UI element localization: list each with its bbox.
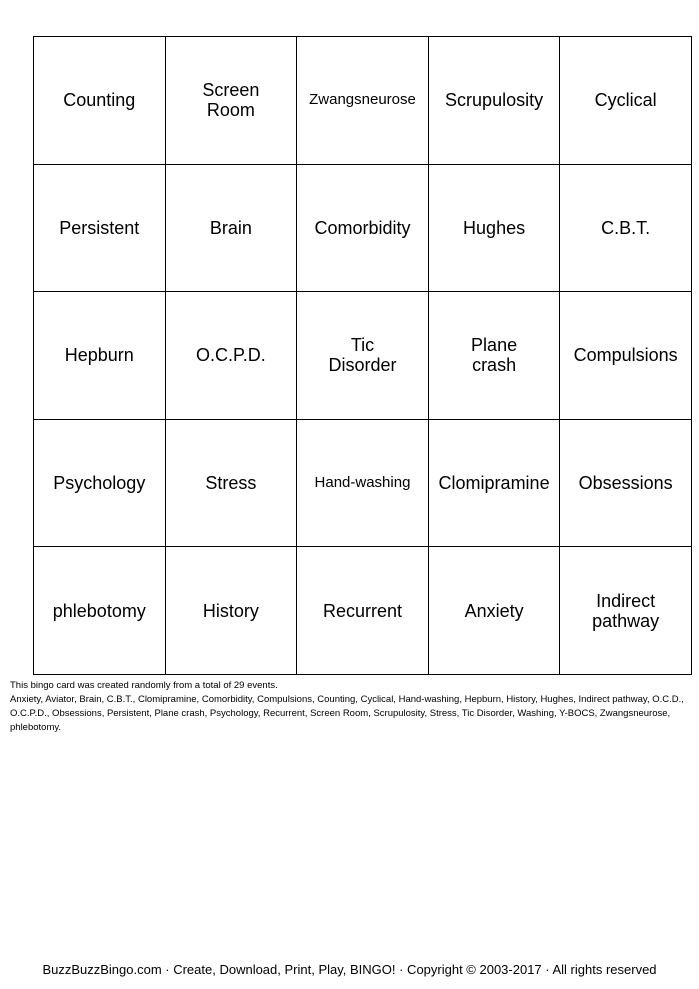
- bingo-cell: Cyclical: [560, 37, 692, 165]
- bingo-cell: O.C.P.D.: [165, 292, 297, 420]
- bingo-cell: Psychology: [34, 419, 166, 547]
- bingo-cell: Hughes: [428, 164, 560, 292]
- bingo-cell: History: [165, 547, 297, 675]
- bingo-cell: Anxiety: [428, 547, 560, 675]
- bingo-cell: C.B.T.: [560, 164, 692, 292]
- card-info-intro: This bingo card was created randomly from a total of 29 events.: [10, 680, 278, 691]
- bingo-row: [34, 164, 692, 292]
- bingo-cell: Hand-washing: [297, 419, 429, 547]
- bingo-row: [34, 37, 692, 165]
- bingo-card-grid: [33, 36, 692, 675]
- bingo-cell: Persistent: [34, 164, 166, 292]
- card-info: [10, 679, 692, 735]
- bingo-cell: Hepburn: [34, 292, 166, 420]
- bingo-cell: Recurrent: [297, 547, 429, 675]
- bingo-cell: Tic Disorder: [297, 292, 429, 420]
- bingo-cell: phlebotomy: [34, 547, 166, 675]
- bingo-row: [34, 547, 692, 675]
- bingo-cell: Stress: [165, 419, 297, 547]
- bingo-cell: Counting: [34, 37, 166, 165]
- bingo-cell: Zwangsneurose: [297, 37, 429, 165]
- page-footer: BuzzBuzzBingo.com · Create, Download, Print, Play, BINGO! · Copyright © 2003-2017 · All rights reserved: [42, 962, 657, 977]
- bingo-cell: Compulsions: [560, 292, 692, 420]
- bingo-cell: Obsessions: [560, 419, 692, 547]
- bingo-cell: Indirect pathway: [560, 547, 692, 675]
- bingo-cell: Screen Room: [165, 37, 297, 165]
- bingo-row: [34, 419, 692, 547]
- bingo-cell: Brain: [165, 164, 297, 292]
- bingo-cell: Plane crash: [428, 292, 560, 420]
- bingo-cell: Clomipramine: [428, 419, 560, 547]
- bingo-cell: Comorbidity: [297, 164, 429, 292]
- bingo-cell: Scrupulosity: [428, 37, 560, 165]
- card-info-event-list: Anxiety, Aviator, Brain, C.B.T., Clomipramine, Comorbidity, Compulsions, Counting, Cyclical, Hand-washing, Hepburn, History, Hughes, Indirect pathway, O.C.D., O.C.P.D., Obsessions, Persistent, Plane crash, Psychology, Recurrent, Screen Room, Scrupulosity, Stress, Tic Disorder, Washing, Y-BOCS, Zwangsneurose, phlebotomy.: [10, 694, 684, 733]
- bingo-row: [34, 292, 692, 420]
